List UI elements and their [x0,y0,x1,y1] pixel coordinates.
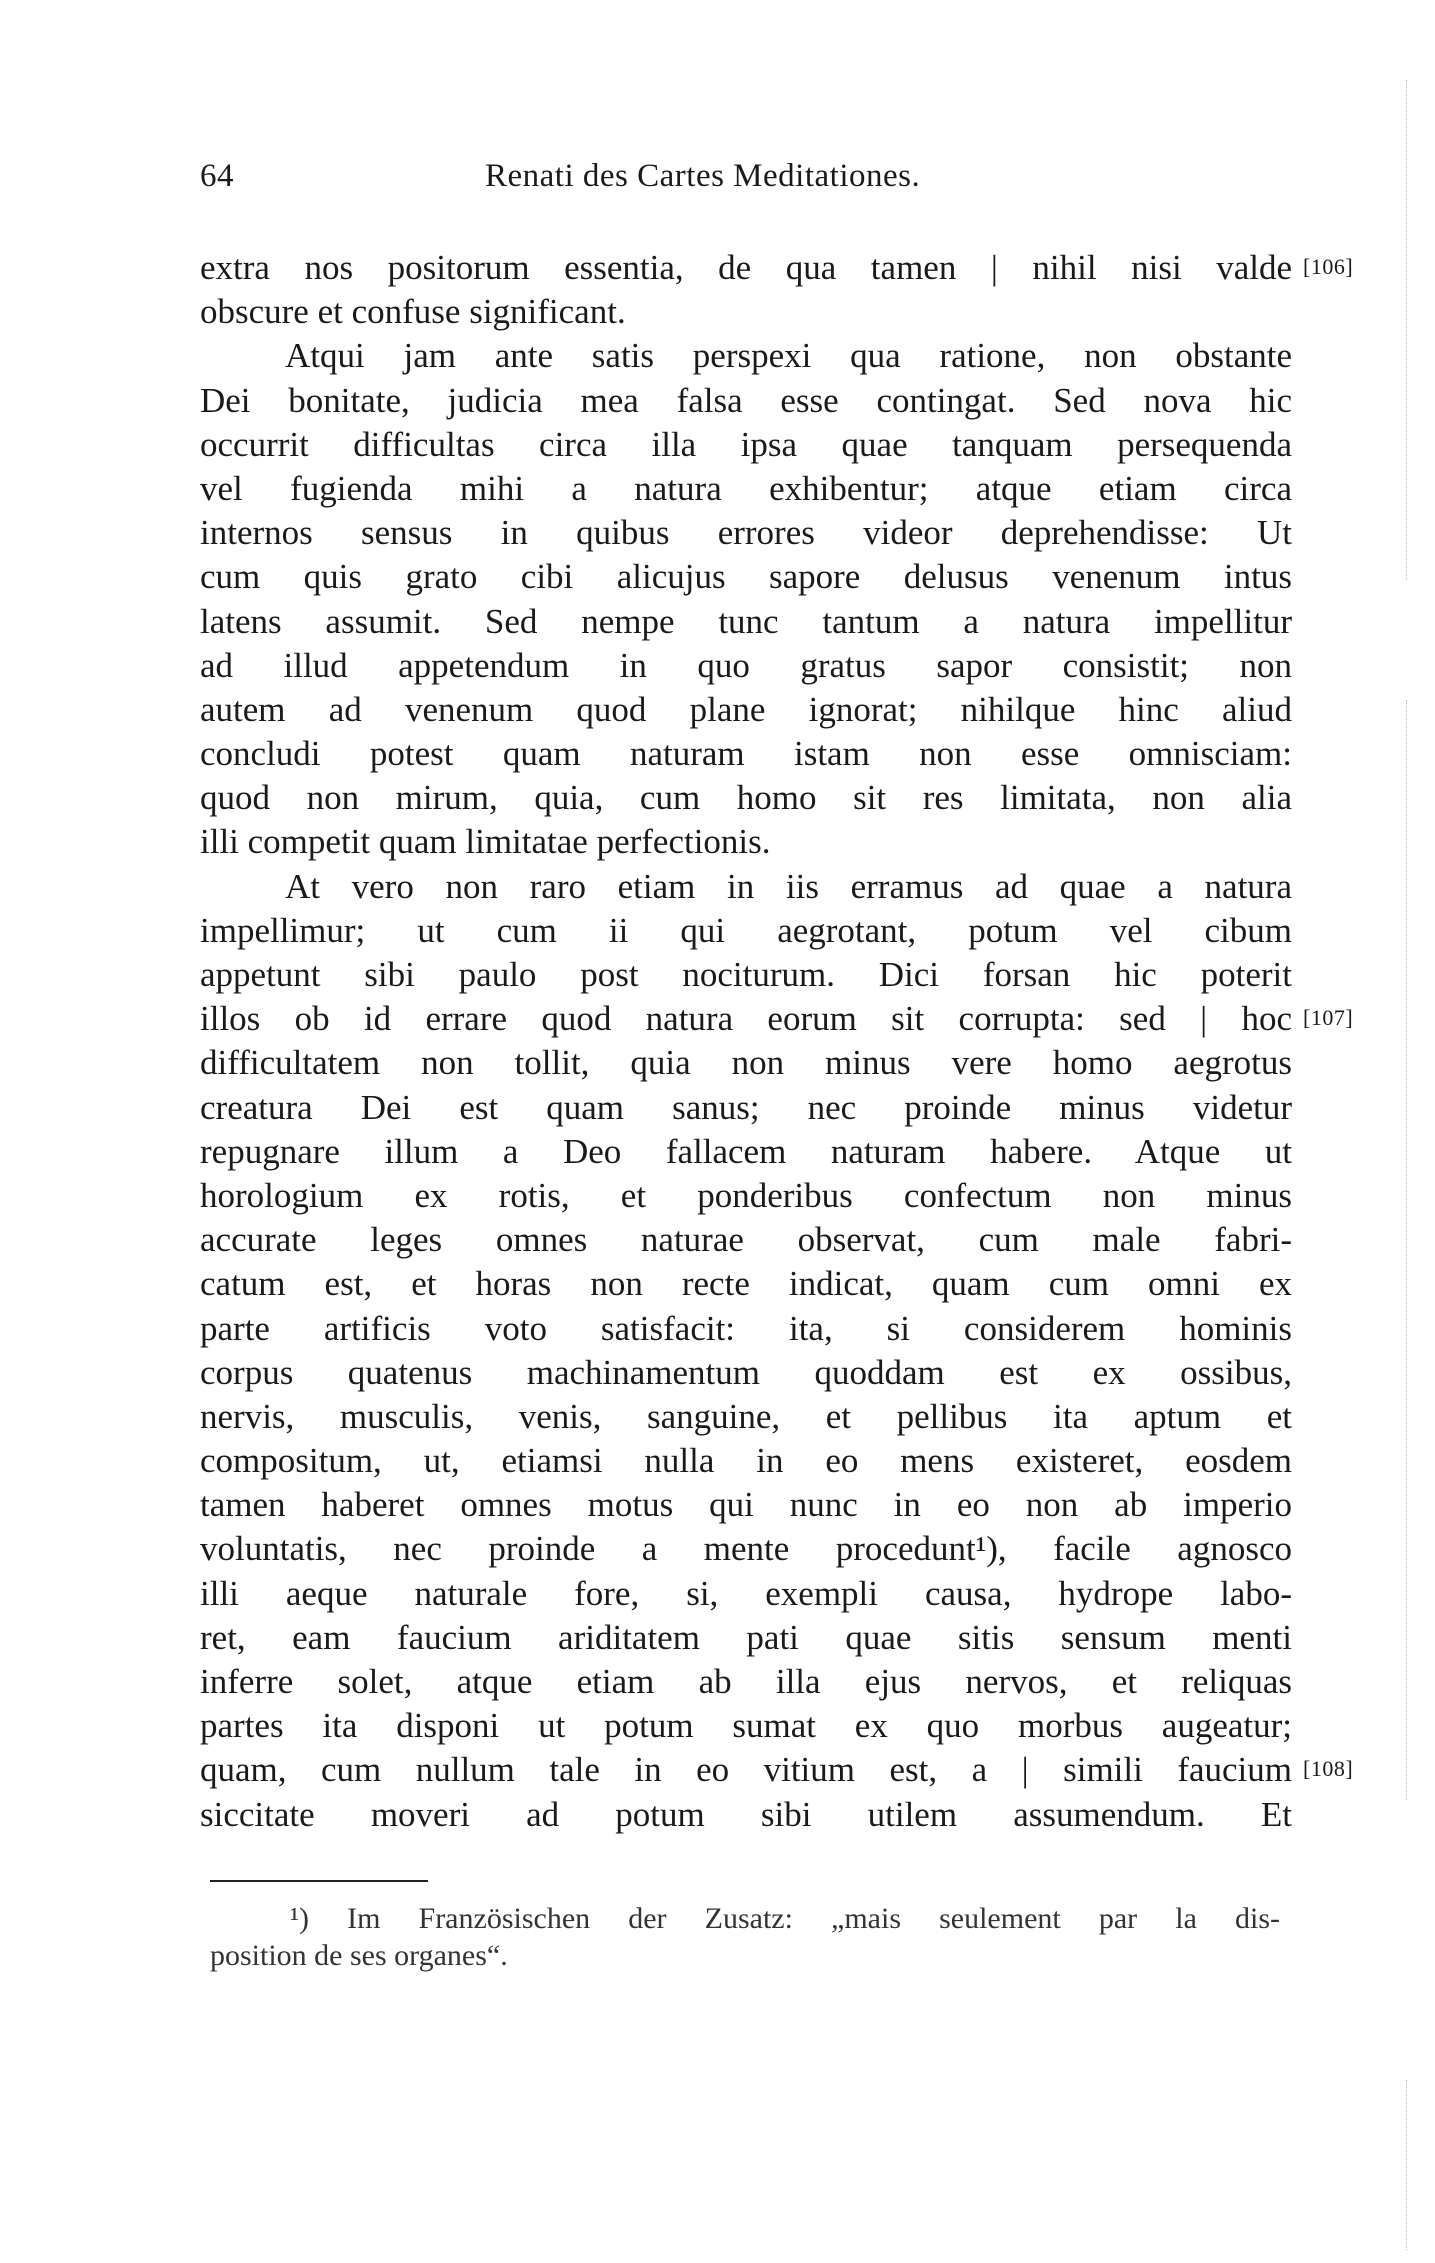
text-line: nervis, musculis, venis, sanguine, et pellibus ita aptum et [200,1396,1292,1436]
text-line: compositum, ut, etiamsi nulla in eo mens existeret, eosdem [200,1441,1292,1481]
text-line: cum quis grato cibi alicujus sapore delusus venenum intus [200,557,1292,597]
text-line: illi competit quam limitatae perfectionis. [200,822,771,862]
text-line: voluntatis, nec proinde a mente procedunt¹), facile agnosco [200,1529,1292,1569]
margin-page-ref: [106] [1303,254,1354,279]
text-line: ret, eam faucium ariditatem pati quae sitis sensum menti [200,1617,1292,1657]
text-line: difficultatem non tollit, quia non minus vere homo aegrotus [200,1043,1292,1083]
scan-edge-mark [1406,80,1407,580]
scan-edge-mark [1406,700,1407,1800]
margin-page-ref: [108] [1303,1756,1354,1781]
scan-edge-mark [1406,2080,1407,2250]
text-line: tamen haberet omnes motus qui nunc in eo non ab imperio [200,1485,1292,1525]
text-line: Atqui jam ante satis perspexi qua ratione, non obstante [285,336,1292,376]
footnote-line: ¹) Im Französischen der Zusatz: „mais seulement par la dis- [290,1902,1280,1935]
page-number: 64 [200,158,234,194]
text-line: inferre solet, atque etiam ab illa ejus nervos, et reliquas [200,1662,1292,1701]
text-line: autem ad venenum quod plane ignorat; nihilque hinc aliud [200,689,1292,729]
text-line: latens assumit. Sed nempe tunc tantum a natura impellitur [200,601,1292,641]
text-line: accurate leges omnes naturae observat, cum male fabri- [200,1220,1292,1260]
text-line: concludi potest quam naturam istam non esse omnisciam: [200,734,1292,774]
text-line: ad illud appetendum in quo gratus sapor consistit; non [200,645,1292,685]
running-title: Renati des Cartes Meditationes. [485,158,921,194]
text-line: illos ob id errare quod natura eorum sit corrupta: sed | hoc [200,999,1292,1039]
text-line: At vero non raro etiam in iis erramus ad quae a natura [285,866,1292,906]
text-line: creatura Dei est quam sanus; nec proinde minus videtur [200,1087,1292,1127]
text-line: occurrit difficultas circa illa ipsa quae tanquam persequenda [200,424,1292,464]
footnotes [210,1900,1280,1974]
text-line: illi aeque naturale fore, si, exempli causa, hydrope labo- [200,1573,1292,1613]
text-line: obscure et confuse significant. [200,292,626,332]
footnote-line: position de ses organes“. [210,1939,508,1972]
text-line: appetunt sibi paulo post nociturum. Dici forsan hic poterit [200,955,1292,994]
text-line: partes ita disponi ut potum sumat ex quo morbus augeatur; [200,1706,1292,1746]
body-text [200,246,1292,1837]
text-line: internos sensus in quibus errores videor deprehendisse: Ut [200,513,1292,553]
text-line: vel fugienda mihi a natura exhibentur; atque etiam circa [200,468,1292,508]
margin-page-ref: [107] [1303,1005,1354,1030]
text-line: horologium ex rotis, et ponderibus confectum non minus [200,1175,1292,1215]
text-line: parte artificis voto satisfacit: ita, si considerem hominis [200,1308,1292,1348]
text-line: impellimur; ut cum ii qui aegrotant, potum vel cibum [200,910,1292,950]
text-line: quam, cum nullum tale in eo vitium est, a | simili faucium [200,1750,1292,1790]
text-line: siccitate moveri ad potum sibi utilem assumendum. Et [200,1794,1292,1834]
text-line: corpus quatenus machinamentum quoddam est ex ossibus, [200,1352,1292,1392]
text-line: repugnare illum a Deo fallacem naturam habere. Atque ut [200,1131,1292,1171]
running-head [200,158,1290,208]
footnote-rule [210,1880,428,1882]
text-line: extra nos positorum essentia, de qua tamen | nihil nisi valde [200,248,1292,287]
text-line: catum est, et horas non recte indicat, quam cum omni ex [200,1264,1292,1304]
text-line: quod non mirum, quia, cum homo sit res limitata, non alia [200,778,1292,818]
text-line: Dei bonitate, judicia mea falsa esse contingat. Sed nova hic [200,380,1292,420]
